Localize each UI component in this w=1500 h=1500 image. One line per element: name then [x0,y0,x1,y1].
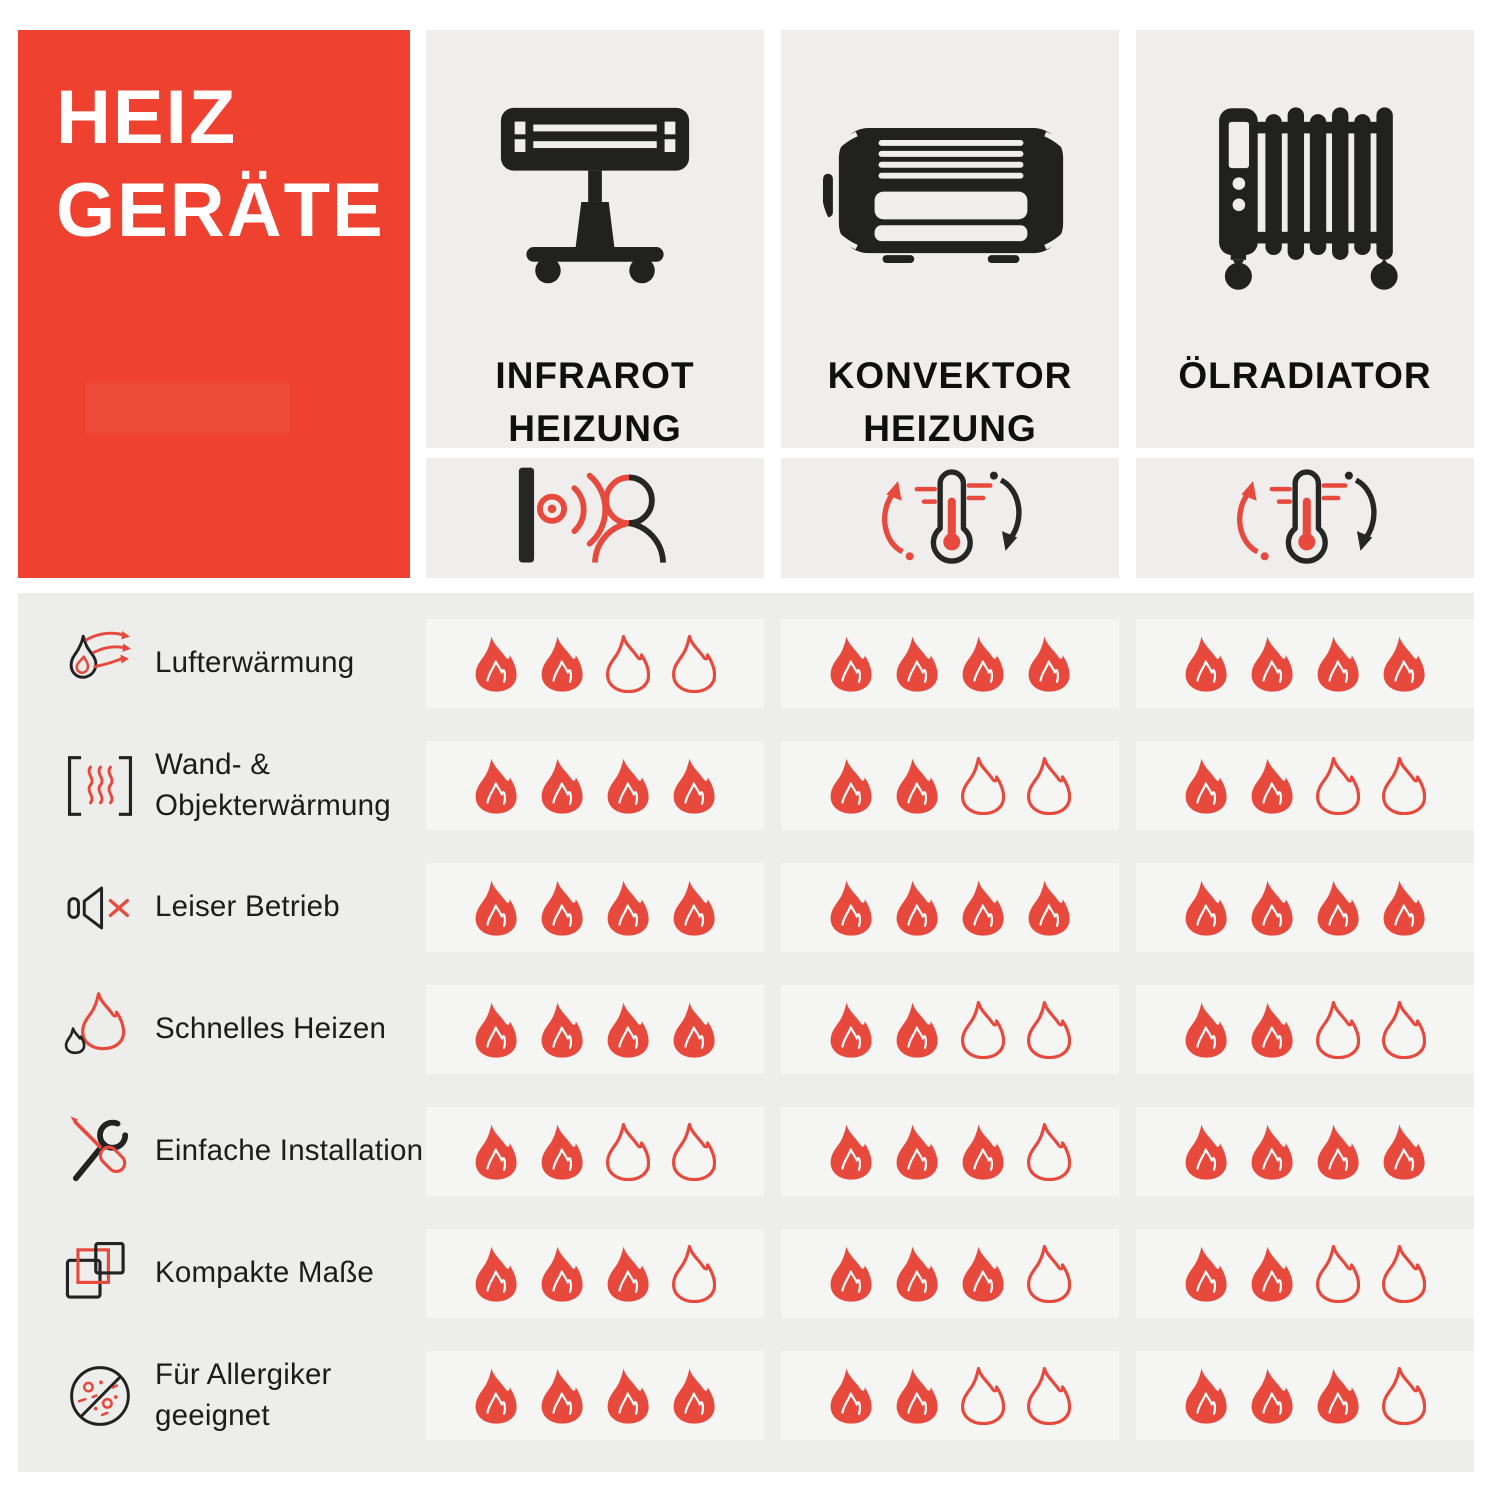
wall-object-warming-icon [58,744,142,828]
column-label [781,350,1119,455]
column-label-line: HEIZUNG [508,407,682,449]
column-label-line: HEIZUNG [863,407,1037,449]
heat-mode-cell-infrarotheizung [426,458,764,578]
rating-cell-einfache-installation-oelradiator [1136,1107,1474,1196]
feature-label [155,985,386,1074]
column-label-line: KONVEKTOR [827,355,1073,396]
rating-cell-wand-objekterwaermung-konvektorheizung [781,741,1119,830]
feature-label-line: Lufterwärmung [155,646,355,680]
column-header-konvektorheizung [781,30,1119,448]
rating-cell-wand-objekterwaermung-oelradiator [1136,741,1474,830]
feature-row-lufterwaermung [18,619,1474,708]
rating-cell-schnelles-heizen-konvektorheizung [781,985,1119,1074]
page-title-line1: HEIZ [56,75,238,160]
allergy-friendly-icon [58,1354,142,1438]
heat-mode-cell-konvektorheizung [781,458,1119,578]
feature-label [155,1229,374,1318]
feature-label [155,1351,332,1440]
feature-label-line: Schnelles Heizen [155,1012,387,1046]
feature-label-line: geeignet [155,1398,270,1432]
heat-mode-cell-oelradiator [1136,458,1474,578]
feature-row-wand-objekterwaermung [18,741,1474,830]
feature-label [155,1107,423,1196]
thermometer-circulation-icon [847,464,1053,572]
column-header-oelradiator [1136,30,1474,448]
rating-cell-lufterwaermung-infrarotheizung [426,619,764,708]
column-label [1136,350,1474,403]
air-warming-icon [58,622,142,706]
feature-row-leiser-betrieb [18,863,1474,952]
rating-cell-lufterwaermung-oelradiator [1136,619,1474,708]
rating-cell-schnelles-heizen-infrarotheizung [426,985,764,1074]
page-title [56,72,385,257]
feature-label-line: Leiser Betrieb [155,890,340,924]
page-title-line2: GERÄTE [56,167,385,253]
feature-label-line: Kompakte Maße [155,1256,375,1290]
rating-cell-kompakte-masse-konvektorheizung [781,1229,1119,1318]
thermometer-circulation-icon [1202,464,1408,572]
rating-cell-fuer-allergiker-infrarotheizung [426,1351,764,1440]
feature-row-kompakte-masse [18,1229,1474,1318]
feature-row-schnelles-heizen [18,985,1474,1074]
rating-cell-schnelles-heizen-oelradiator [1136,985,1474,1074]
column-label [426,350,764,455]
convector-heater-icon [781,52,1119,348]
feature-row-fuer-allergiker [18,1351,1474,1440]
column-label-line: INFRAROT [495,355,695,396]
feature-label-line: Wand- & [155,747,271,781]
feature-label [155,741,391,830]
infrared-heater-icon [426,52,764,348]
title-box [18,30,410,578]
rating-cell-fuer-allergiker-konvektorheizung [781,1351,1119,1440]
rating-cell-leiser-betrieb-konvektorheizung [781,863,1119,952]
rating-cell-kompakte-masse-infrarotheizung [426,1229,764,1318]
comparison-matrix [18,593,1474,1472]
feature-label [155,863,340,952]
radiant-heat-person-icon [492,464,698,572]
feature-label-line: Objekterwärmung [155,788,391,822]
rating-cell-einfache-installation-konvektorheizung [781,1107,1119,1196]
quiet-operation-icon [58,866,142,950]
compact-size-icon [58,1232,142,1316]
feature-label [155,619,354,708]
fast-heating-icon [58,988,142,1072]
easy-installation-icon [58,1110,142,1194]
rating-cell-leiser-betrieb-oelradiator [1136,863,1474,952]
rating-cell-leiser-betrieb-infrarotheizung [426,863,764,952]
watermark-area [85,383,290,433]
feature-row-einfache-installation [18,1107,1474,1196]
column-label-line: ÖLRADIATOR [1178,355,1432,396]
rating-cell-wand-objekterwaermung-infrarotheizung [426,741,764,830]
feature-label-line: Einfache Installation [155,1134,424,1168]
rating-cell-einfache-installation-infrarotheizung [426,1107,764,1196]
column-header-infrarotheizung [426,30,764,448]
oil-radiator-icon [1136,52,1474,348]
rating-cell-lufterwaermung-konvektorheizung [781,619,1119,708]
rating-cell-kompakte-masse-oelradiator [1136,1229,1474,1318]
rating-cell-fuer-allergiker-oelradiator [1136,1351,1474,1440]
feature-label-line: Für Allergiker [155,1357,332,1391]
